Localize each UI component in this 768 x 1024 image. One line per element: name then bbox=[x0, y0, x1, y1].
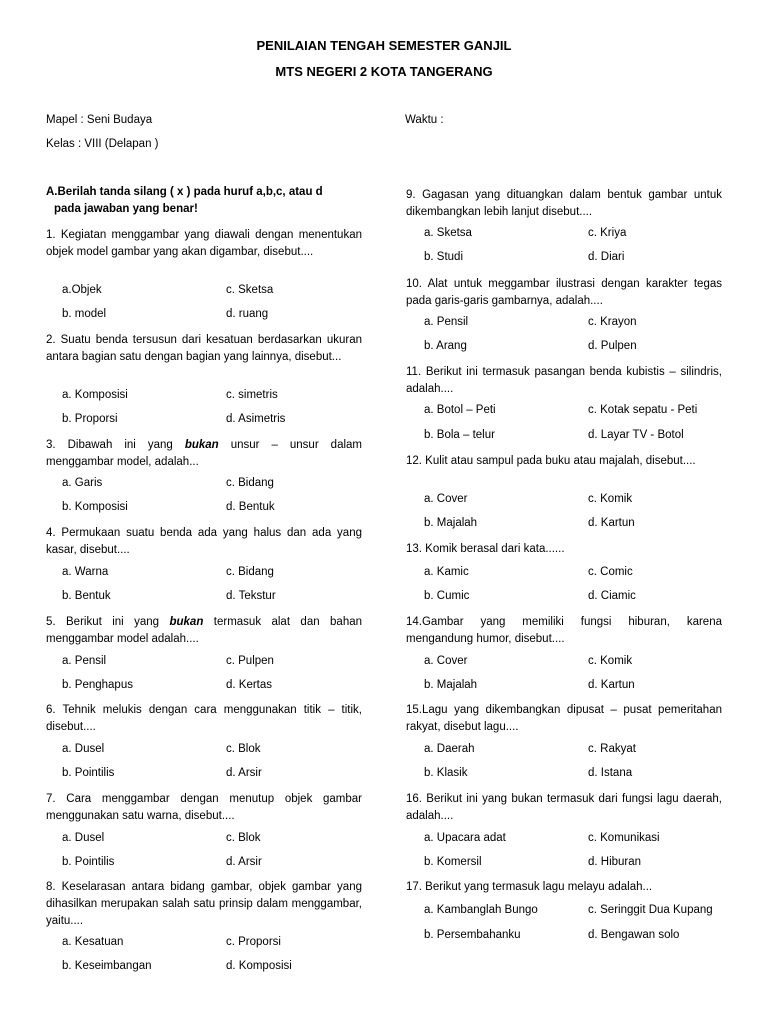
question-6: 6. Tehnik melukis dengan cara menggunakan titik – titik, disebut.... bbox=[46, 704, 362, 733]
question-8-option-d[interactable]: d. Komposisi bbox=[226, 960, 292, 972]
question-8-option-b[interactable]: b. Keseimbangan bbox=[62, 960, 152, 972]
question-5: 5. Berikut ini yang bukan termasuk alat dan bahan menggambar model adalah.... bbox=[46, 616, 363, 645]
question-7-option-d[interactable]: d. Arsir bbox=[226, 856, 262, 868]
question-9-option-a[interactable]: a. Sketsa bbox=[424, 227, 472, 239]
question-3: 3. Dibawah ini yang bukan unsur – unsur dalam menggambar model, adalah... bbox=[46, 439, 362, 468]
question-16-option-a[interactable]: a. Upacara adat bbox=[424, 832, 506, 844]
question-10-option-b[interactable]: b. Arang bbox=[424, 340, 467, 352]
question-1-option-d[interactable]: d. ruang bbox=[226, 308, 269, 320]
question-17-option-c[interactable]: c. Seringgit Dua Kupang bbox=[588, 904, 713, 916]
question-17: 17. Berikut yang termasuk lagu melayu adalah... bbox=[406, 881, 653, 893]
question-12-option-b[interactable]: b. Majalah bbox=[424, 517, 478, 529]
question-17-option-b[interactable]: b. Persembahanku bbox=[424, 929, 521, 941]
question-9-option-c[interactable]: c. Kriya bbox=[588, 227, 627, 239]
time-field: Waktu : bbox=[405, 114, 444, 126]
question-10-option-c[interactable]: c. Krayon bbox=[588, 316, 637, 328]
question-13-option-a[interactable]: a. Kamic bbox=[424, 566, 469, 578]
question-14-option-d[interactable]: d. Kartun bbox=[588, 679, 635, 691]
question-7: 7. Cara menggambar dengan menutup objek gambar menggunakan satu warna, disebut.... bbox=[46, 793, 362, 822]
instruction-line1: A.Berilah tanda silang ( x ) pada huruf a,b,c, atau d bbox=[46, 186, 323, 198]
question-11-option-d[interactable]: d. Layar TV - Botol bbox=[588, 429, 684, 441]
question-12: 12. Kulit atau sampul pada buku atau majalah, disebut.... bbox=[406, 455, 696, 467]
question-9-option-b[interactable]: b. Studi bbox=[424, 251, 463, 263]
school-name: MTS NEGERI 2 KOTA TANGERANG bbox=[275, 64, 493, 79]
question-15-option-d[interactable]: d. Istana bbox=[588, 767, 633, 779]
question-7-option-b[interactable]: b. Pointilis bbox=[62, 856, 115, 868]
instruction-line2: pada jawaban yang benar! bbox=[54, 203, 198, 215]
question-7-option-c[interactable]: c. Blok bbox=[226, 832, 261, 844]
question-1-option-c[interactable]: c. Sketsa bbox=[226, 284, 274, 296]
question-10: 10. Alat untuk meggambar ilustrasi dengan karakter tegas pada garis-garis gambarnya, adalah.... bbox=[406, 278, 722, 307]
question-13-option-c[interactable]: c. Comic bbox=[588, 566, 633, 578]
question-7-option-a[interactable]: a. Dusel bbox=[62, 832, 105, 844]
question-4-option-c[interactable]: c. Bidang bbox=[226, 566, 274, 578]
question-8-option-c[interactable]: c. Proporsi bbox=[226, 936, 281, 948]
question-1-option-b[interactable]: b. model bbox=[62, 308, 107, 320]
question-12-option-c[interactable]: c. Komik bbox=[588, 493, 633, 505]
question-3-option-a[interactable]: a. Garis bbox=[62, 477, 103, 489]
question-2-option-c[interactable]: c. simetris bbox=[226, 389, 278, 401]
question-6-option-a[interactable]: a. Dusel bbox=[62, 743, 105, 755]
question-4-option-a[interactable]: a. Warna bbox=[62, 566, 109, 578]
question-13-option-b[interactable]: b. Cumic bbox=[424, 590, 470, 602]
question-5-option-c[interactable]: c. Pulpen bbox=[226, 655, 274, 667]
question-3-option-d[interactable]: d. Bentuk bbox=[226, 501, 275, 513]
question-11: 11. Berikut ini termasuk pasangan benda kubistis – silindris, adalah.... bbox=[406, 366, 722, 395]
question-14: 14.Gambar yang memiliki fungsi hiburan, karena mengandung humor, disebut.... bbox=[406, 616, 722, 645]
question-9: 9. Gagasan yang dituangkan dalam bentuk gambar untuk dikembangkan lebih lanjut disebut.... bbox=[406, 189, 722, 218]
question-14-option-b[interactable]: b. Majalah bbox=[424, 679, 478, 691]
question-10-option-d[interactable]: d. Pulpen bbox=[588, 340, 637, 352]
question-2: 2. Suatu benda tersusun dari kesatuan berdasarkan ukuran antara bagian satu dengan bagian yang lainnya, disebut... bbox=[46, 334, 362, 363]
question-16-option-b[interactable]: b. Komersil bbox=[424, 856, 482, 868]
question-15: 15.Lagu yang dikembangkan dipusat – pusat pemeritahan rakyat, disebut lagu.... bbox=[406, 704, 722, 733]
question-16: 16. Berikut ini yang bukan termasuk dari fungsi lagu daerah, adalah.... bbox=[406, 793, 722, 822]
question-8: 8. Keselarasan antara bidang gambar, objek gambar yang dihasilkan merupakan salah satu prinsip dalam menggambar, yaitu.... bbox=[46, 881, 362, 927]
question-5-option-d[interactable]: d. Kertas bbox=[226, 679, 273, 691]
question-4-option-b[interactable]: b. Bentuk bbox=[62, 590, 111, 602]
question-6-option-b[interactable]: b. Pointilis bbox=[62, 767, 115, 779]
question-11-option-b[interactable]: b. Bola – telur bbox=[424, 429, 495, 441]
question-17-option-a[interactable]: a. Kambanglah Bungo bbox=[424, 904, 538, 916]
question-5-option-a[interactable]: a. Pensil bbox=[62, 655, 107, 667]
question-15-option-b[interactable]: b. Klasik bbox=[424, 767, 468, 779]
question-6-option-c[interactable]: c. Blok bbox=[226, 743, 261, 755]
question-9-option-d[interactable]: d. Diari bbox=[588, 251, 625, 263]
question-2-option-b[interactable]: b. Proporsi bbox=[62, 413, 118, 425]
question-3-option-b[interactable]: b. Komposisi bbox=[62, 501, 128, 513]
question-13-option-d[interactable]: d. Ciamic bbox=[588, 590, 636, 602]
question-2-option-a[interactable]: a. Komposisi bbox=[62, 389, 128, 401]
subject-field: Mapel : Seni Budaya bbox=[46, 114, 153, 126]
question-4: 4. Permukaan suatu benda ada yang halus dan ada yang kasar, disebut.... bbox=[46, 527, 362, 556]
question-10-option-a[interactable]: a. Pensil bbox=[424, 316, 469, 328]
question-6-option-d[interactable]: d. Arsir bbox=[226, 767, 262, 779]
question-1-option-a[interactable]: a.Objek bbox=[62, 284, 102, 296]
question-5-option-b[interactable]: b. Penghapus bbox=[62, 679, 133, 691]
question-8-option-a[interactable]: a. Kesatuan bbox=[62, 936, 124, 948]
question-12-option-d[interactable]: d. Kartun bbox=[588, 517, 635, 529]
question-15-option-c[interactable]: c. Rakyat bbox=[588, 743, 636, 755]
question-14-option-a[interactable]: a. Cover bbox=[424, 655, 468, 667]
question-4-option-d[interactable]: d. Tekstur bbox=[226, 590, 276, 602]
question-3-option-c[interactable]: c. Bidang bbox=[226, 477, 274, 489]
question-11-option-c[interactable]: c. Kotak sepatu - Peti bbox=[588, 404, 698, 416]
question-15-option-a[interactable]: a. Daerah bbox=[424, 743, 475, 755]
question-1: 1. Kegiatan menggambar yang diawali dengan menentukan objek model gambar yang akan digambar, disebut.... bbox=[46, 229, 362, 258]
doc-title: PENILAIAN TENGAH SEMESTER GANJIL bbox=[256, 38, 512, 53]
question-12-option-a[interactable]: a. Cover bbox=[424, 493, 468, 505]
question-17-option-d[interactable]: d. Bengawan solo bbox=[588, 929, 680, 941]
question-13: 13. Komik berasal dari kata...... bbox=[406, 543, 565, 555]
question-16-option-c[interactable]: c. Komunikasi bbox=[588, 832, 660, 844]
class-field: Kelas : VIII (Delapan ) bbox=[46, 138, 159, 150]
question-2-option-d[interactable]: d. Asimetris bbox=[226, 413, 286, 425]
question-16-option-d[interactable]: d. Hiburan bbox=[588, 856, 642, 868]
question-11-option-a[interactable]: a. Botol – Peti bbox=[424, 404, 496, 416]
question-14-option-c[interactable]: c. Komik bbox=[588, 655, 633, 667]
